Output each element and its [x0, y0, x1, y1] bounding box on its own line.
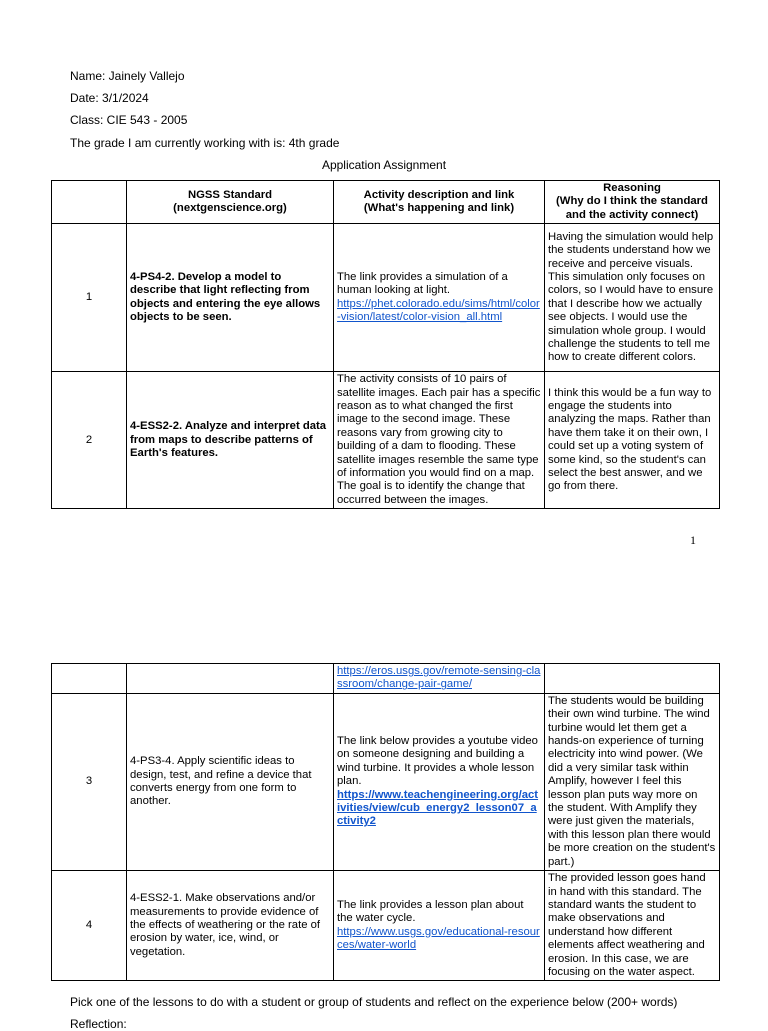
row-standard: 4-ESS2-1. Make observations and/or measurements to provide evidence of the effects of weathering or the rate of erosion by water, ice, wind, or vegetation. [127, 871, 334, 981]
header-standard-text: NGSS Standard (nextgenscience.org) [173, 188, 287, 215]
row-number: 3 [52, 693, 127, 870]
row-reasoning: The students would be building their own wind turbine. The wind turbine would let them get a hands-on experience of turning electricity into wind power. (We did a very similar task within Amplify, however I feel this lesson plan puts way more on the student. With Amplify they were just given the materials, with this lesson plan there would be more creation on the student's part.) [545, 693, 720, 870]
row-number: 2 [52, 372, 127, 509]
activity-link[interactable]: https://www.usgs.gov/educational-resources/water-world [337, 925, 540, 952]
continuation-blank-cell [545, 664, 720, 694]
reflection-prompt: Pick one of the lessons to do with a student or group of students and reflect on the experience below (200+ words) [70, 995, 678, 1009]
table-row [52, 693, 720, 870]
grade-line: The grade I am currently working with is: 4th grade [70, 136, 340, 150]
page-number: 1 [690, 533, 696, 547]
row-activity [334, 693, 545, 870]
activity-link[interactable]: https://www.teachengineering.org/activities/view/cub_energy2_lesson07_activity2 [337, 788, 539, 828]
activity-text: The link provides a lesson plan about the water cycle. [337, 898, 524, 925]
header-reasoning [545, 181, 720, 224]
standards-table-page-2 [51, 663, 720, 981]
table-row [52, 224, 720, 372]
row-standard: 4-PS3-4. Apply scientific ideas to design, test, and refine a device that converts energy from one form to another. [127, 693, 334, 870]
header-blank-cell [52, 181, 127, 224]
row-number: 4 [52, 871, 127, 981]
activity-link[interactable]: https://phet.colorado.edu/sims/html/color-vision/latest/color-vision_all.html [337, 297, 540, 324]
row-standard: 4-ESS2-2. Analyze and interpret data from maps to describe patterns of Earth's features. [127, 372, 334, 509]
row-standard: 4-PS4-2. Develop a model to describe that light reflecting from objects and entering the eye allows objects to be seen. [127, 224, 334, 372]
continuation-blank-cell [52, 664, 127, 694]
table-header-row [52, 181, 720, 224]
assignment-title: Application Assignment [321, 158, 447, 172]
activity-link[interactable]: https://eros.usgs.gov/remote-sensing-classroom/change-pair-game/ [337, 665, 541, 691]
row-reasoning: I think this would be a fun way to engage the students into analyzing the maps. Rather than have them take it on their own, I could set up a voting system of some kind, so the student's can select the best answer, and we go from there. [545, 372, 720, 509]
header-activity-text: Activity description and link (What's happening and link) [363, 188, 515, 215]
activity-text: The link provides a simulation of a human looking at light. [337, 270, 508, 297]
row-activity [334, 664, 545, 694]
row-reasoning: Having the simulation would help the students understand how we receive and perceive visuals. This simulation only focuses on colors, so I would have to ensure that I describe how we actually see objects. I would use the simulation whole group. I would challenge the students to tell me how to create different colors. [545, 224, 720, 372]
table-row [52, 871, 720, 981]
row-activity: The activity consists of 10 pairs of satellite images. Each pair has a specific reason as to what changed the first image to the second image. These reasons vary from growing city to building of a dam to flooding. These satellite images resemble the same type of information you would find on a map. The goal is to identify the change that occurred between the images. [334, 372, 545, 509]
header-activity [334, 181, 545, 224]
class-line: Class: CIE 543 - 2005 [70, 113, 188, 127]
header-standard [127, 181, 334, 224]
standards-table-page-1 [51, 180, 720, 509]
reflection-label: Reflection: [70, 1017, 127, 1031]
table-row [52, 372, 720, 509]
row-reasoning: The provided lesson goes hand in hand with this standard. The standard wants the student to make observations and understand how different elements affect weathering and erosion. In this case, we are focusing on the water aspect. [545, 871, 720, 981]
table-row-continuation [52, 664, 720, 694]
activity-text: The link below provides a youtube video on someone designing and building a wind turbine. It provides a whole lesson plan. [337, 735, 538, 788]
header-reasoning-text: Reasoning (Why do I think the standard and the activity connect) [556, 182, 708, 221]
continuation-blank-cell [127, 664, 334, 694]
row-activity [334, 224, 545, 372]
row-activity [334, 871, 545, 981]
row-number: 1 [52, 224, 127, 372]
name-line: Name: Jainely Vallejo [70, 69, 185, 83]
date-line: Date: 3/1/2024 [70, 91, 149, 105]
